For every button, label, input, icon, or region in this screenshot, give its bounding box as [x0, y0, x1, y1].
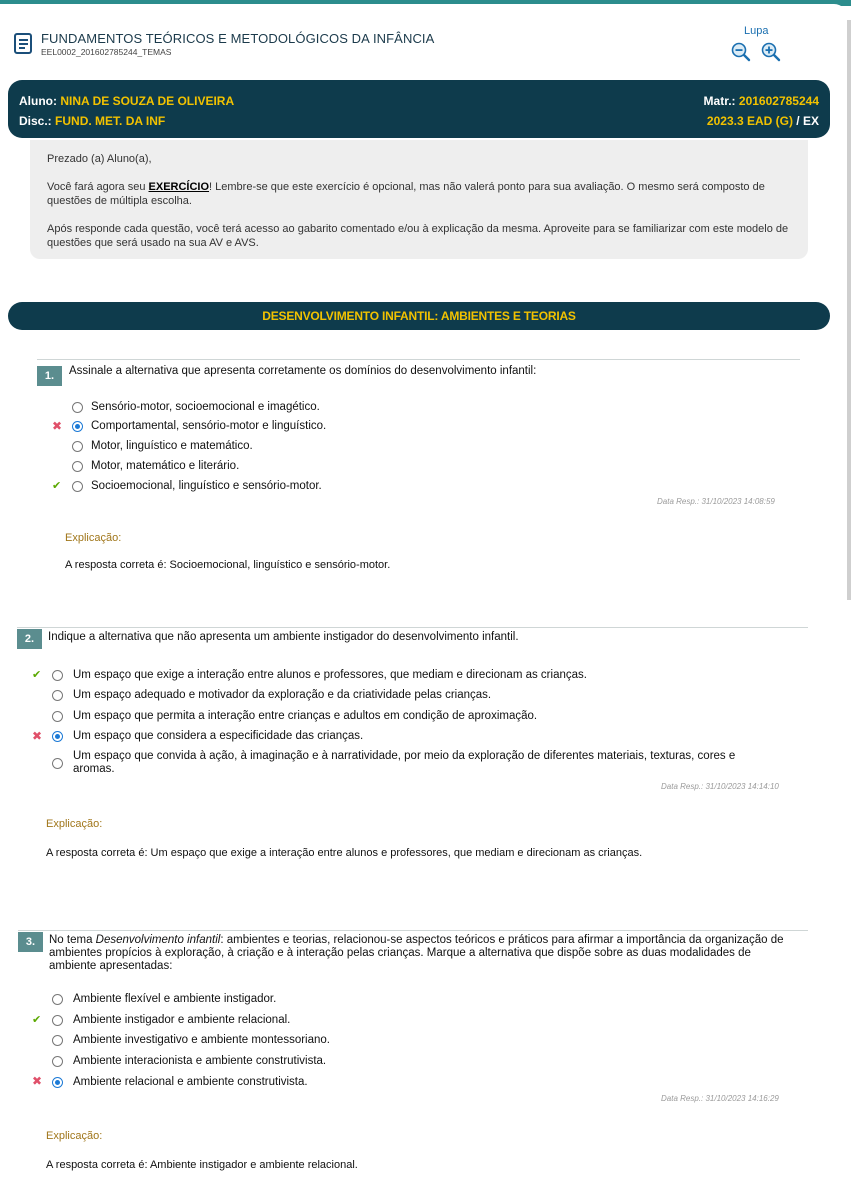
- question-text: [49, 934, 799, 973]
- wrong-answer-icon: ✖: [32, 729, 43, 743]
- option-radio-selected[interactable]: [52, 1077, 63, 1088]
- question-text-italic: Desenvolvimento infantil: [95, 934, 221, 946]
- explanation-label: Explicação:: [46, 1130, 103, 1142]
- discipline-name: FUND. MET. DA INF: [55, 114, 166, 128]
- option-label[interactable]: Ambiente instigador e ambiente relacional.: [73, 1014, 291, 1026]
- student-name-row: [19, 94, 234, 108]
- registration-label: Matr.:: [703, 94, 736, 108]
- option-label[interactable]: Motor, matemático e literário.: [91, 460, 240, 472]
- course-code: EEL0002_201602785244_TEMAS: [41, 47, 172, 57]
- option-radio[interactable]: [52, 758, 63, 769]
- option-label[interactable]: Ambiente investigativo e ambiente montessoriano.: [73, 1034, 330, 1046]
- explanation-label: Explicação:: [46, 818, 103, 830]
- topic-title: DESENVOLVIMENTO INFANTIL: AMBIENTES E TEORIAS: [262, 309, 576, 323]
- question-number: 3.: [18, 932, 43, 952]
- discipline-label: Disc.:: [19, 114, 52, 128]
- option-radio-selected[interactable]: [52, 731, 63, 742]
- wrong-answer-icon: ✖: [52, 419, 63, 433]
- answer-date: Data Resp.: 31/10/2023 14:16:29: [661, 1094, 779, 1103]
- option-radio[interactable]: [52, 690, 63, 701]
- course-title: FUNDAMENTOS TEÓRICOS E METODOLÓGICOS DA INFÂNCIA: [41, 31, 435, 46]
- option-radio-selected[interactable]: [72, 421, 83, 432]
- option-radio[interactable]: [52, 1035, 63, 1046]
- option-radio[interactable]: [72, 481, 83, 492]
- discipline-row: [19, 114, 165, 128]
- option-label[interactable]: Um espaço que considera a especificidade das crianças.: [73, 730, 364, 742]
- option-label[interactable]: Ambiente interacionista e ambiente construtivista.: [73, 1055, 327, 1067]
- option-radio[interactable]: [52, 1015, 63, 1026]
- instructions-paragraph-2: Após responde cada questão, você terá acesso ao gabarito comentado e/ou à explicação da mesma. Aproveite para se familiarizar com este modelo de questões que será usado na sua AV e AVS.: [47, 223, 789, 249]
- question-divider: [37, 359, 800, 360]
- instructions-box: [30, 140, 808, 259]
- option-label[interactable]: Um espaço que convida à ação, à imaginação e à narratividade, por meio da exploração de diferentes materiais, texturas, cores e aromas.: [73, 750, 736, 775]
- student-label: Aluno:: [19, 94, 57, 108]
- explanation-label: Explicação:: [65, 532, 122, 544]
- question-text-before: No tema: [49, 934, 96, 946]
- option-label[interactable]: Socioemocional, linguístico e sensório-motor.: [91, 480, 322, 492]
- zoom-out-icon[interactable]: [731, 42, 751, 62]
- option-radio[interactable]: [52, 711, 63, 722]
- answer-date: Data Resp.: 31/10/2023 14:08:59: [657, 497, 775, 506]
- option-radio[interactable]: [52, 1056, 63, 1067]
- instructions-p1-after: ! Lembre-se que este exercício é opcional, mas não valerá ponto para sua avaliação. O mesmo será composto de questões de múltipla escolha.: [47, 181, 765, 207]
- question-text-after: : ambientes e teorias, relacionou-se aspectos teóricos e práticos para afirmar a importância da organização de ambientes propícios à exploração, à criação e à interação pelas crianças. Marque a alternativa que dispõe sobre as duas modalidades de ambiente apresentadas:: [49, 934, 784, 972]
- correct-answer-icon: ✔: [32, 1014, 42, 1026]
- zoom-label: Lupa: [744, 25, 769, 37]
- registration-number: 201602785244: [738, 94, 819, 108]
- option-label[interactable]: Ambiente relacional e ambiente construtivista.: [73, 1076, 308, 1088]
- instructions-p1-before: Você fará agora seu: [47, 181, 149, 193]
- instructions-paragraph-1: [47, 180, 792, 208]
- instructions-greeting: Prezado (a) Aluno(a),: [47, 153, 152, 165]
- student-info-bar: [8, 80, 830, 138]
- option-label[interactable]: Um espaço que permita a interação entre crianças e adultos em condição de aproximação.: [73, 710, 538, 722]
- option-radio[interactable]: [72, 441, 83, 452]
- explanation-text: A resposta correta é: Socioemocional, linguístico e sensório-motor.: [65, 559, 391, 571]
- correct-answer-icon: ✔: [52, 480, 62, 492]
- question-number: 2.: [17, 629, 42, 649]
- zoom-in-icon[interactable]: [761, 42, 781, 62]
- answer-date: Data Resp.: 31/10/2023 14:14:10: [661, 782, 779, 791]
- option-radio[interactable]: [72, 461, 83, 472]
- registration-row: [704, 94, 819, 108]
- option-label[interactable]: Um espaço adequado e motivador da exploração e da criatividade pelas crianças.: [73, 689, 492, 701]
- student-name: NINA DE SOUZA DE OLIVEIRA: [60, 94, 235, 108]
- question-text: Indique a alternativa que não apresenta um ambiente instigador do desenvolvimento infantil.: [48, 631, 519, 643]
- topic-bar: [8, 302, 830, 330]
- option-label[interactable]: Sensório-motor, socioemocional e imagético.: [91, 401, 320, 413]
- option-label[interactable]: Um espaço que exige a interação entre alunos e professores, que mediam e direcionam as crianças.: [73, 669, 587, 681]
- scrollbar[interactable]: [847, 20, 851, 600]
- document-icon: [14, 33, 34, 55]
- option-radio[interactable]: [52, 670, 63, 681]
- correct-answer-icon: ✔: [32, 669, 42, 681]
- question-divider: [17, 627, 808, 628]
- question-text: Assinale a alternativa que apresenta corretamente os domínios do desenvolvimento infantil:: [69, 365, 537, 377]
- period-value: 2023.3 EAD (G): [706, 114, 793, 128]
- option-radio[interactable]: [52, 994, 63, 1005]
- scrollbar-thumb[interactable]: [847, 20, 851, 600]
- period-row: [707, 114, 819, 128]
- wrong-answer-icon: ✖: [32, 1074, 43, 1088]
- period-separator: /: [792, 114, 803, 128]
- explanation-text: A resposta correta é: Um espaço que exige a interação entre alunos e professores, que mediam e direcionam as crianças.: [46, 847, 643, 859]
- exercise-word: EXERCÍCIO: [148, 181, 210, 193]
- option-label[interactable]: Motor, linguístico e matemático.: [91, 440, 253, 452]
- question-divider: [18, 930, 808, 931]
- exam-type: EX: [802, 114, 819, 128]
- explanation-text: A resposta correta é: Ambiente instigador e ambiente relacional.: [46, 1159, 358, 1171]
- question-number: 1.: [37, 366, 62, 386]
- option-label[interactable]: Ambiente flexível e ambiente instigador.: [73, 993, 277, 1005]
- option-radio[interactable]: [72, 402, 83, 413]
- option-label[interactable]: Comportamental, sensório-motor e linguístico.: [91, 420, 327, 432]
